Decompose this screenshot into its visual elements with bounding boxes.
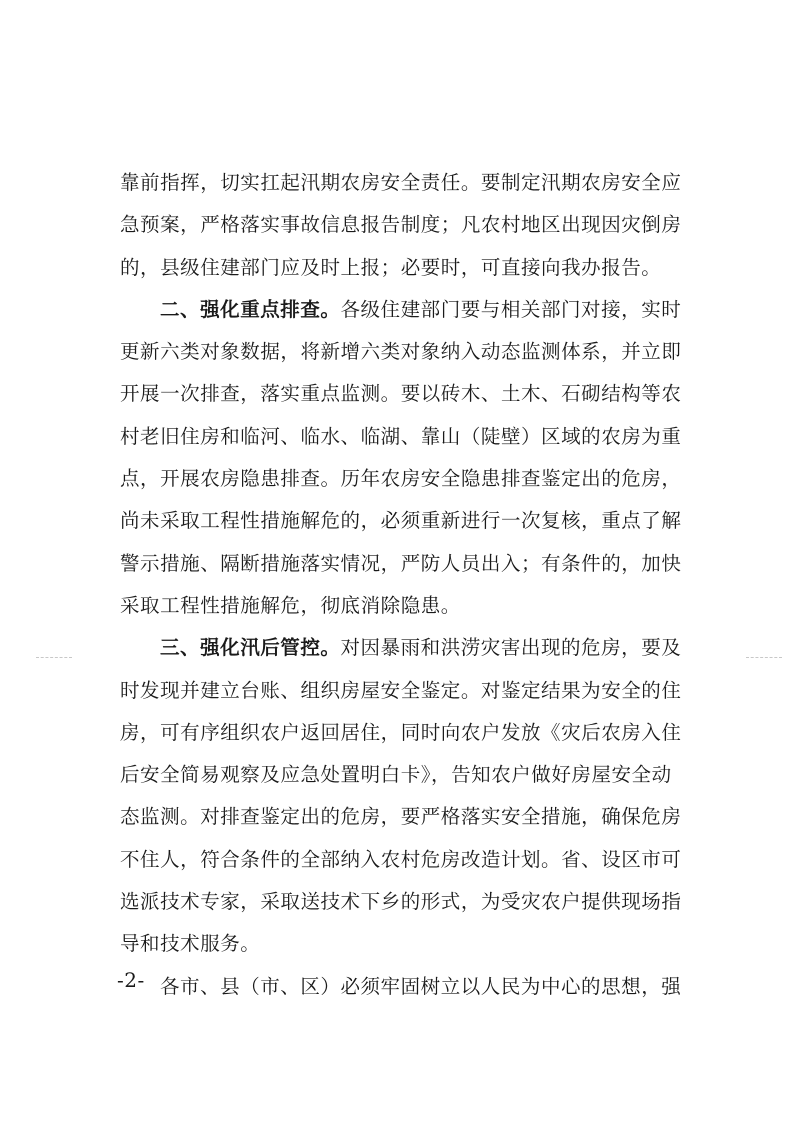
- text-line: 靠前指挥，切实扛起汛期农房安全责任。要制定汛期农房安全应: [120, 171, 682, 194]
- text-line: 各级住建部门要与相关部门对接，实时: [340, 297, 682, 321]
- text-line: 后安全简易观察及应急处置明白卡》，告知农户做好房屋安全动: [120, 763, 672, 787]
- text-line: 急预案，严格落实事故信息报告制度；凡农村地区出现因灾倒房: [120, 213, 682, 237]
- scan-margin-mark-left: [36, 657, 72, 659]
- scan-margin-mark-right: [746, 657, 782, 659]
- text-line: 尚未采取工程性措施解危的，必须重新进行一次复核，重点了解: [120, 509, 682, 533]
- section-two-heading: 二、强化重点排查。: [160, 297, 341, 321]
- text-line: 警示措施、隔断措施落实情况，严防人员出入；有条件的，加快: [120, 551, 682, 575]
- text-line: 点，开展农房隐患排查。历年农房安全隐患排查鉴定出的危房，: [120, 467, 682, 491]
- text-line: 更新六类对象数据，将新增六类对象纳入动态监测体系，并立即: [120, 340, 682, 364]
- text-line: 房，可有序组织农户返回居住，同时向农户发放《灾后农房入住: [120, 720, 682, 744]
- text-line: 时发现并建立台账、组织房屋安全鉴定。对鉴定结果为安全的住: [120, 678, 682, 702]
- text-line: 选派技术专家，采取送技术下乡的形式，为受灾农户提供现场指: [120, 890, 682, 914]
- text-line: 态监测。对排查鉴定出的危房，要严格落实安全措施，确保危房: [120, 805, 682, 829]
- text-line: 对因暴雨和洪涝灾害出现的危房，要及: [340, 636, 682, 660]
- text-line: 导和技术服务。: [120, 932, 261, 956]
- closing-paragraph-line: 各市、县（市、区）必须牢固树立以人民为中心的思想，强: [160, 974, 682, 998]
- section-three-heading: 三、强化汛后管控。: [160, 636, 341, 660]
- text-line: 不住人，符合条件的全部纳入农村危房改造计划。省、设区市可: [120, 847, 682, 871]
- text-line: 村老旧住房和临河、临水、临湖、靠山（陡壁）区域的农房为重: [120, 424, 682, 448]
- page-number: -2-: [117, 968, 145, 992]
- text-line: 开展一次排查，落实重点监测。要以砖木、土木、石砌结构等农: [120, 382, 682, 406]
- text-line: 采取工程性措施解危，彻底消除隐患。: [120, 593, 461, 617]
- section-three-first-line: [120, 627, 680, 669]
- section-two-first-line: [120, 289, 680, 331]
- body-text: [120, 162, 680, 1008]
- text-line: 的，县级住建部门应及时上报；必要时，可直接向我办报告。: [120, 255, 662, 279]
